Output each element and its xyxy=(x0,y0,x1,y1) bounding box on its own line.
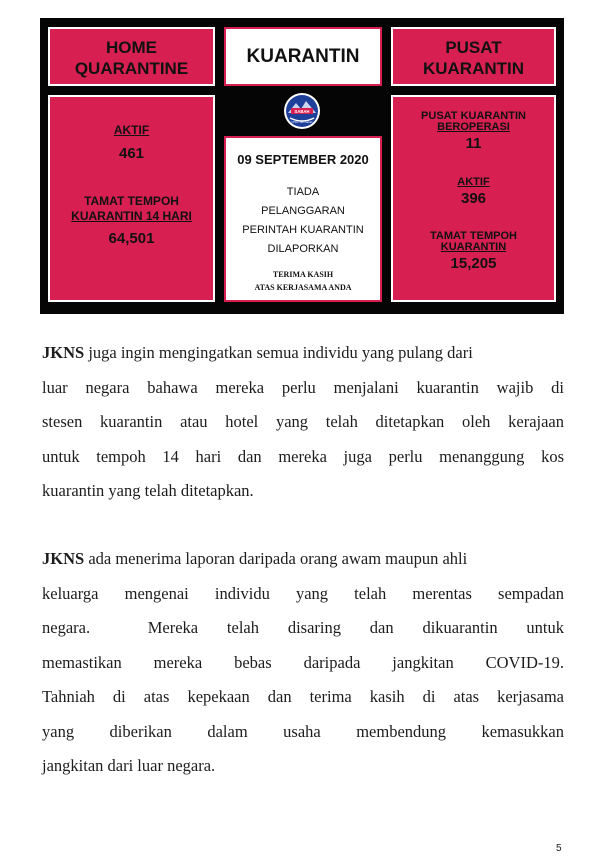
paragraph-line: negara. Mereka telah disaring dan dikuarantin untuk xyxy=(42,618,564,637)
paragraph-line: untuk tempoh 14 hari dan mereka juga perlu menanggung kos xyxy=(42,446,564,466)
paragraph-2 xyxy=(42,542,564,784)
kuarantin-info-box xyxy=(224,136,382,302)
paragraph-line: jangkitan dari luar negara. xyxy=(42,756,216,775)
pusat-completed-label-line2: KUARANTIN xyxy=(440,241,507,253)
pusat-active-value: 396 xyxy=(460,190,487,207)
report-message-line: TIADA xyxy=(286,186,320,198)
paragraph-lead: JKNS xyxy=(42,549,85,568)
page-number: 5 xyxy=(556,843,562,854)
report-message-line: DILAPORKAN xyxy=(267,243,339,255)
pusat-operating-value: 11 xyxy=(465,135,482,152)
paragraph-1 xyxy=(42,336,564,509)
pusat-kuarantin-title-panel xyxy=(391,27,556,86)
home-quarantine-title-line2: QUARANTINE xyxy=(74,59,189,78)
paragraph-line: memastikan mereka bebas daripada jangkitan COVID-19. xyxy=(42,652,564,672)
report-message-line: PERINTAH KUARANTIN xyxy=(242,224,364,236)
paragraph-line xyxy=(42,336,564,371)
home-quarantine-title-line1: HOME xyxy=(106,38,157,57)
pusat-completed-label-line1: TAMAT TEMPOH xyxy=(430,230,517,242)
paragraph-line-text: ada menerima laporan daripada orang awam maupun ahli xyxy=(84,549,468,568)
paragraph-line: Tahniah di atas kepekaan dan terima kasih di atas kerjasama xyxy=(42,687,564,706)
report-date: 09 SEPTEMBER 2020 xyxy=(237,152,369,167)
logo-text-bottom: CPRC JKN Sabah xyxy=(291,121,313,124)
paragraph-line: stesen kuarantin atau hotel yang telah ditetapkan oleh kerajaan xyxy=(42,412,564,431)
pusat-kuarantin-stats-panel xyxy=(391,95,556,302)
report-message xyxy=(226,183,380,259)
pusat-completed-value: 15,205 xyxy=(450,255,497,272)
home-completed-label-line2: KUARANTIN 14 HARI xyxy=(71,209,192,223)
logo-text-top: SABAH xyxy=(294,109,310,114)
home-completed-label-line1: TAMAT TEMPOH xyxy=(84,194,179,208)
kuarantin-title: KUARANTIN xyxy=(246,46,360,67)
report-message-line: PELANGGARAN xyxy=(261,205,345,217)
thanks-line1: TERIMA KASIH xyxy=(272,270,334,279)
thanks-line2: ATAS KERJASAMA ANDA xyxy=(254,283,352,292)
paragraph-line xyxy=(42,542,564,577)
paragraph-line-text: juga ingin mengingatkan semua individu yang pulang dari xyxy=(84,343,473,362)
pusat-operating-label-line1: PUSAT KUARANTIN xyxy=(421,110,526,122)
pusat-operating-label-line2: BEROPERASI xyxy=(437,121,510,133)
paragraph-line: keluarga mengenai individu yang telah merentas sempadan xyxy=(42,583,564,603)
paragraph-line: yang diberikan dalam usaha membendung kemasukkan xyxy=(42,721,564,741)
sabah-cprc-logo xyxy=(283,92,321,130)
paragraph-line: kuarantin yang telah ditetapkan. xyxy=(42,481,254,500)
pusat-title-line2: KUARANTIN xyxy=(422,59,525,78)
kuarantin-title-box xyxy=(224,27,382,86)
home-completed-value: 64,501 xyxy=(108,230,155,247)
paragraph-lead: JKNS xyxy=(42,343,85,362)
pusat-active-label: AKTIF xyxy=(457,176,490,188)
paragraph-line: luar negara bahawa mereka perlu menjalani kuarantin wajib di xyxy=(42,377,564,397)
pusat-title-line1: PUSAT xyxy=(445,38,502,57)
home-active-label: AKTIF xyxy=(113,123,150,137)
quarantine-infographic xyxy=(40,18,564,314)
home-quarantine-stats-panel xyxy=(48,95,215,302)
home-quarantine-title-panel xyxy=(48,27,215,86)
home-active-value: 461 xyxy=(118,145,145,162)
